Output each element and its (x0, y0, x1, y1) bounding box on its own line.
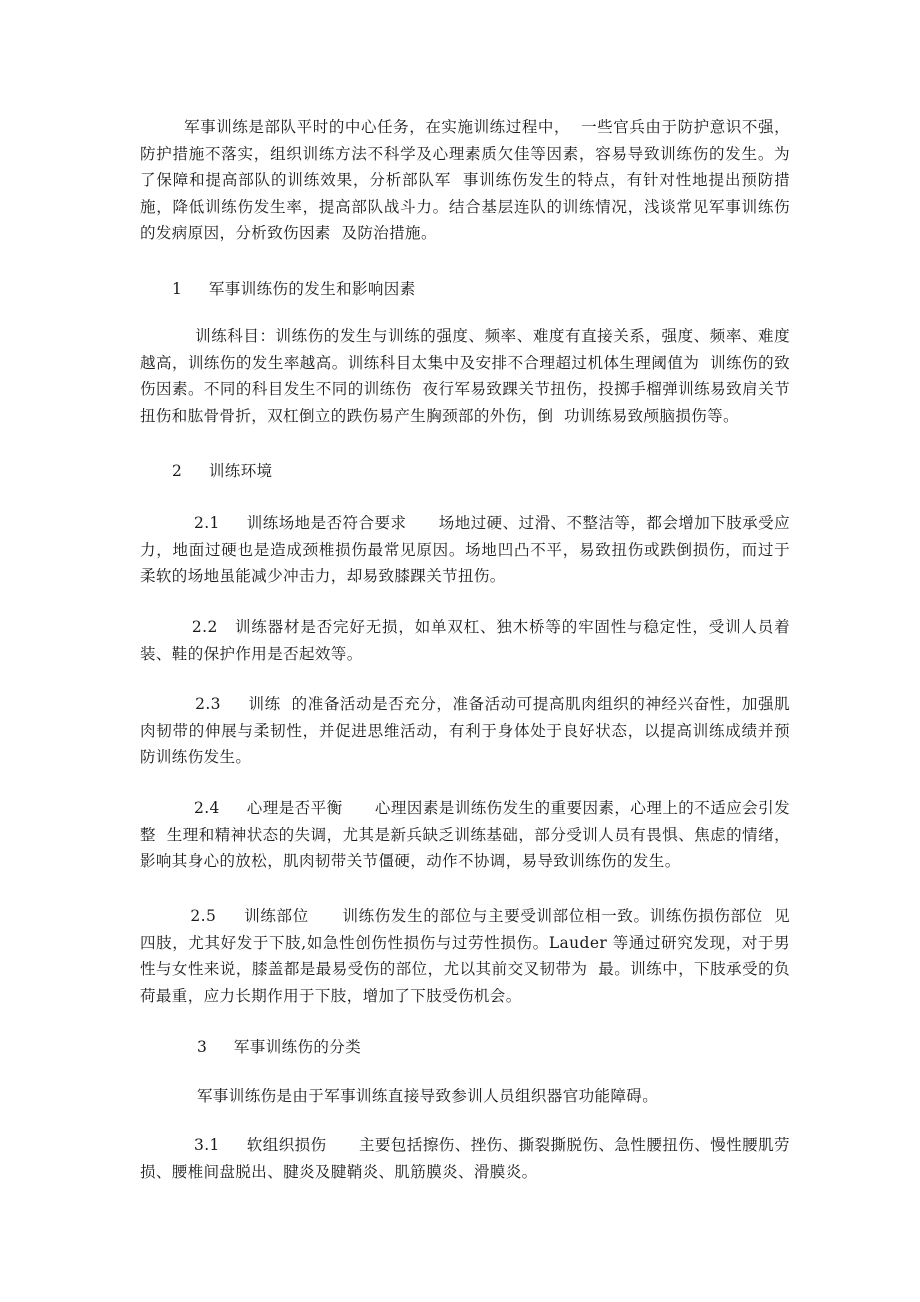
paragraph-2-5: 2.5 训练部位 训练伤发生的部位与主要受训部位相一致。训练伤损伤部位 见四肢，尤其好发于下肢,如急性创伤性损伤与过劳性损伤。Lauder 等通过研究发现，对于男性与女性来说，膝盖都是最易受伤的部位，尤以其前交叉韧带为 最。训练中，下肢承受的负荷最重，应力长期作用于下肢，增加了下肢受伤机会。 (140, 907, 790, 1005)
section-heading-1: 1 军事训练伤的发生和影响因素 (172, 280, 416, 298)
paragraph-3-1: 3.1 软组织损伤 主要包括擦伤、挫伤、撕裂撕脱伤、急性腰扭伤、慢性腰肌劳损、腰椎间盘脱出、腱炎及腱鞘炎、肌筋膜炎、滑膜炎。 (140, 1136, 790, 1181)
paragraph-2-1: 2.1 训练场地是否符合要求 场地过硬、过滑、不整洁等，都会增加下肢承受应力，地面过硬也是造成颈椎损伤最常见原因。场地凹凸不平，易致扭伤或跌倒损伤，而过于柔软的场地虽能减少冲击力，却易致膝踝关节扭伤。 (140, 514, 790, 586)
paragraph-2-2: 2.2 训练器材是否完好无损，如单双杠、独木桥等的牢固性与稳定性，受训人员着装、鞋的保护作用是否起效等。 (140, 618, 790, 663)
section-heading-2: 2 训练环境 (172, 462, 273, 480)
classification-intro: 军事训练伤是由于军事训练直接导致参训人员组织器官功能障碍。 (197, 1087, 659, 1105)
intro-paragraph: 军事训练是部队平时的中心任务，在实施训练过程中， 一些官兵由于防护意识不强，防护措施不落实，组织训练方法不科学及心理素质欠佳等因素，容易导致训练伤的发生。为了保障和提高部队的训练效果，分析部队军 事训练伤发生的特点，有针对性地提出预防措施，降低训练伤发生率，提高部队战斗力。结合基层连队的训练情况，浅谈常见军事训练伤的发病原因，分析致伤因素 及防治措施。 (140, 118, 790, 243)
paragraph-2-4: 2.4 心理是否平衡 心理因素是训练伤发生的重要因素，心理上的不适应会引发整 生理和精神状态的失调，尤其是新兵缺乏训练基础，部分受训人员有畏惧、焦虑的情绪，影响其身心的放松，肌肉韧带关节僵硬，动作不协调，易导致训练伤的发生。 (140, 799, 790, 871)
training-subjects-paragraph: 训练科目：训练伤的发生与训练的强度、频率、难度有直接关系，强度、频率、难度越高，训练伤的发生率越高。训练科目太集中及安排不合理超过机体生理阈值为 训练伤的致伤因素。不同的科目发生不同的训练伤 夜行军易致踝关节扭伤，投掷手榴弹训练易致肩关节扭伤和肱骨骨折，双杠倒立的跌伤易产生胸颈部的外伤，倒 功训练易致颅脑损伤等。 (140, 327, 790, 425)
section-heading-3: 3 军事训练伤的分类 (197, 1038, 362, 1056)
paragraph-2-3: 2.3 训练 的准备活动是否充分，准备活动可提高肌肉组织的神经兴奋性，加强肌肉韧带的伸展与柔韧性，并促进思维活动，有利于身体处于良好状态，以提高训练成绩并预防训练伤发生。 (140, 695, 790, 767)
